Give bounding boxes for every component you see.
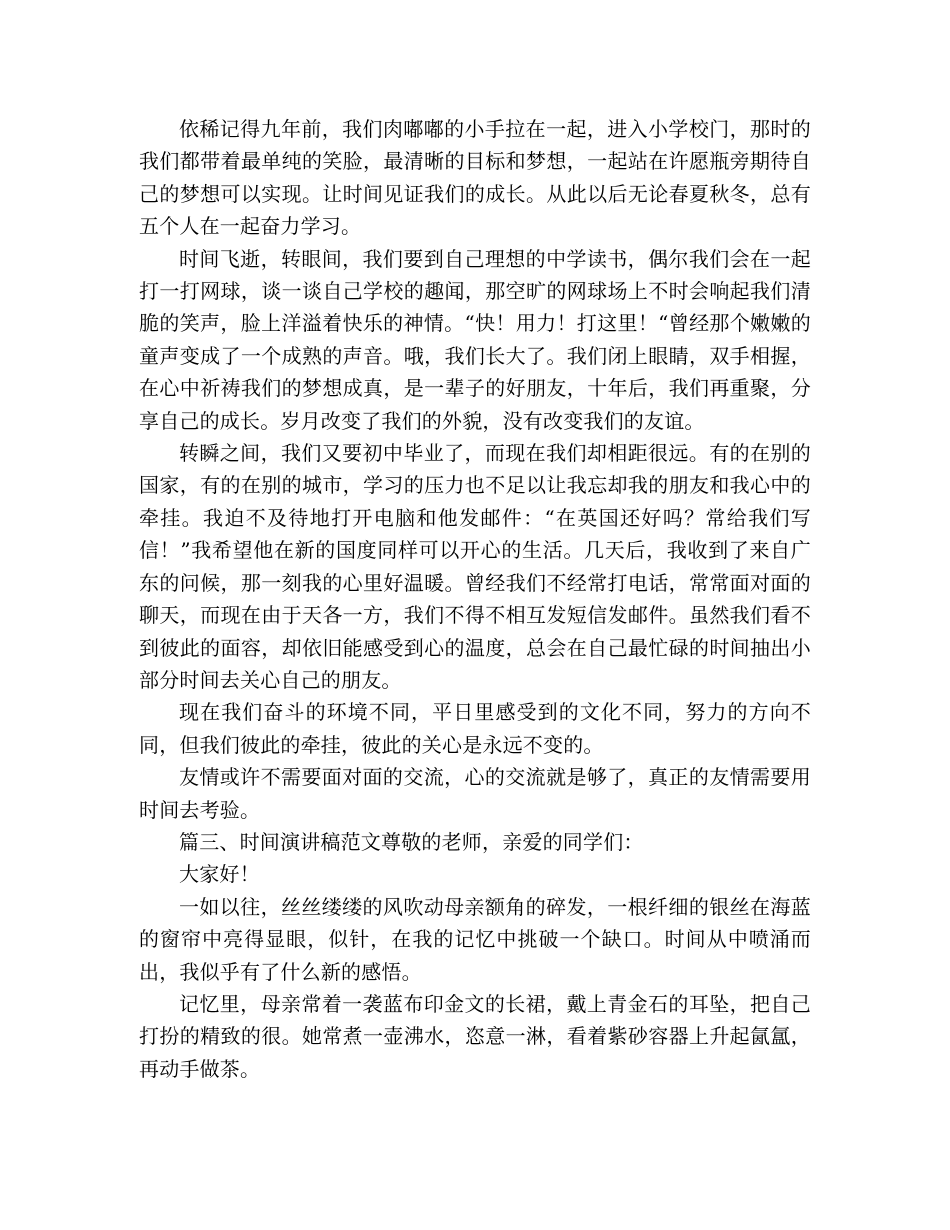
document-body [139, 113, 811, 1085]
section-heading-speech: 篇三、时间演讲稿范文尊敬的老师，亲爱的同学们： [179, 829, 644, 854]
paragraph-distance-friends: 转瞬之间，我们又要初中毕业了，而现在我们却相距很远。有的在别的国家，有的在别的城市，学习的压力也不足以让我忘却我的朋友和我心中的牵挂。我迫不及待地打开电脑和他发邮件：“在英国还好吗？常给我们写信！”我希望他在新的国度同样可以开心的生活。几天后，我收到了来自广东的问候，那一刻我的心里好温暖。曾经我们不经常打电话，常常面对面的聊天，而现在由于天各一方，我们不得不相互发短信发邮件。虽然我们看不到彼此的面容，却依旧能感受到心的温度，总会在自己最忙碌的时间抽出小部分时间去关心自己的朋友。 [139, 441, 811, 692]
paragraph-unchanging-care: 现在我们奋斗的环境不同，平日里感受到的文化不同，努力的方向不同，但我们彼此的牵挂，彼此的关心是永远不变的。 [139, 700, 811, 757]
paragraph-mother-hair: 一如以往，丝丝缕缕的风吹动母亲额角的碎发，一根纤细的银丝在海蓝的窗帘中亮得显眼，似针，在我的记忆中挑破一个缺口。时间从中喷涌而出，我似乎有了什么新的感悟。 [139, 894, 811, 984]
paragraph-memory-nine-years: 依稀记得九年前，我们肉嘟嘟的小手拉在一起，进入小学校门，那时的我们都带着最单纯的笑脸，最清晰的目标和梦想，一起站在许愿瓶旁期待自己的梦想可以实现。让时间见证我们的成长。从此以后无论春夏秋冬，总有五个人在一起奋力学习。 [139, 117, 811, 239]
paragraph-friendship-test: 友情或许不需要面对面的交流，心的交流就是够了，真正的友情需要用时间去考验。 [139, 765, 811, 822]
paragraph-mother-tea: 记忆里，母亲常着一袭蓝布印金文的长裙，戴上青金石的耳坠，把自己打扮的精致的很。她常煮一壶沸水，恣意一淋，看着紫砂容器上升起氤氲，再动手做茶。 [139, 991, 811, 1081]
paragraph-middle-school-tennis: 时间飞逝，转眼间，我们要到自己理想的中学读书，偶尔我们会在一起打一打网球，谈一谈自己学校的趣闻，那空旷的网球场上不时会响起我们清脆的笑声，脸上洋溢着快乐的神情。“快！用力！打这里！“曾经那个嫩嫩的童声变成了一个成熟的声音。哦，我们长大了。我们闭上眼睛，双手相握，在心中祈祷我们的梦想成真，是一辈子的好朋友，十年后，我们再重聚，分享自己的成长。岁月改变了我们的外貌，没有改变我们的友谊。 [139, 246, 811, 433]
greeting-line: 大家好！ [179, 862, 260, 887]
